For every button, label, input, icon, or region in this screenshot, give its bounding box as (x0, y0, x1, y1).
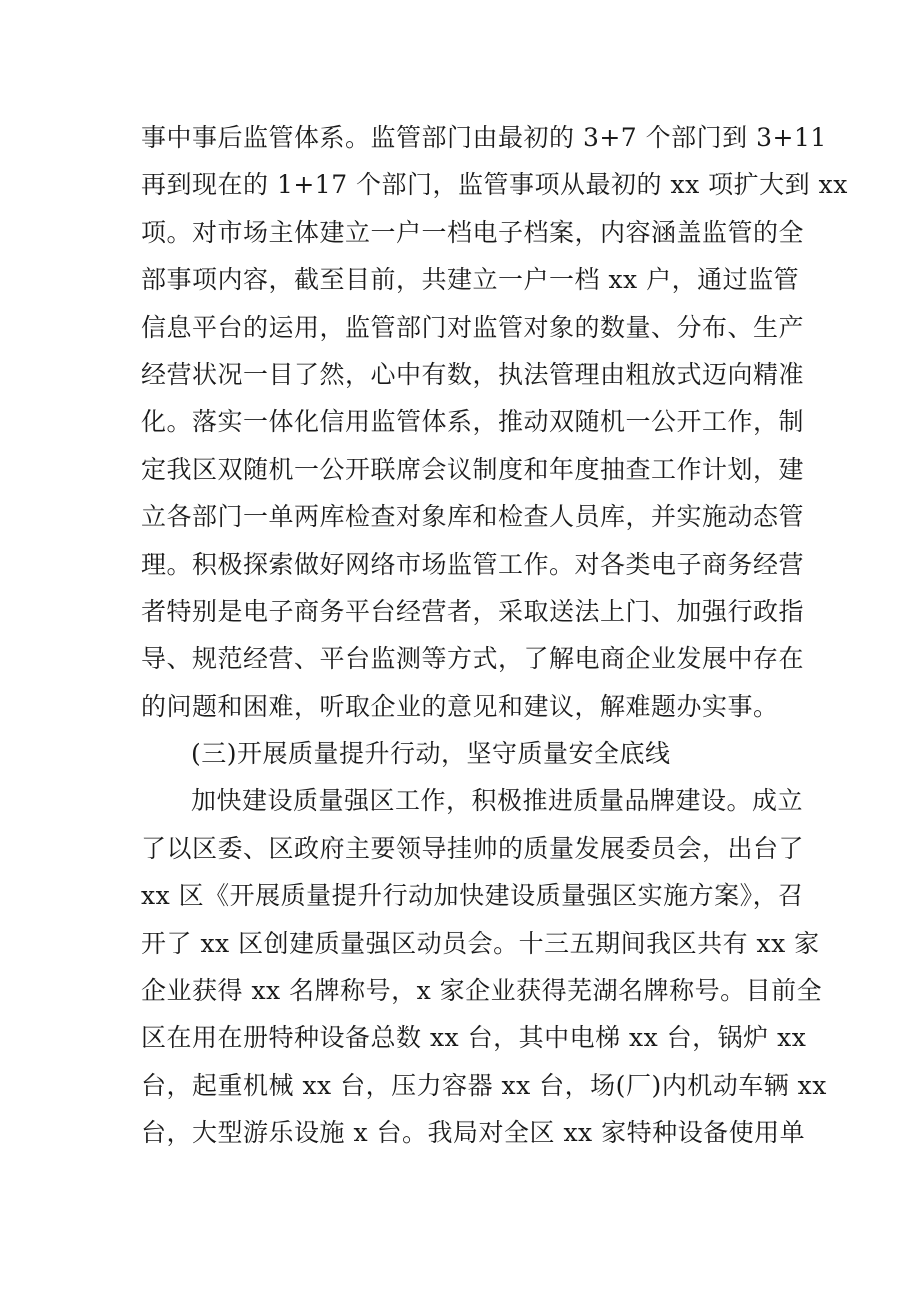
paragraph-line: 开了 xx 区创建质量强区动员会。十三五期间我区共有 xx 家 (141, 928, 820, 958)
paragraph-line: 了以区委、区政府主要领导挂帅的质量发展委员会，出台了 (141, 833, 805, 863)
paragraph-line: 台，起重机械 xx 台，压力容器 xx 台，场(厂)内机动车辆 xx (141, 1070, 827, 1100)
paragraph-line: 企业获得 xx 名牌称号，x 家企业获得芜湖名牌称号。目前全 (141, 976, 823, 1006)
paragraph-line: 信息平台的运用，监管部门对监管对象的数量、分布、生产 (141, 312, 805, 342)
paragraph-line: 化。落实一体化信用监管体系，推动双随机一公开工作，制 (141, 407, 805, 437)
paragraph-line: 项。对市场主体建立一户一档电子档案，内容涵盖监管的全 (141, 217, 805, 247)
paragraph-line: 台，大型游乐设施 x 台。我局对全区 xx 家特种设备使用单 (141, 1118, 806, 1148)
paragraph-line: 定我区双随机一公开联席会议制度和年度抽查工作计划，建 (141, 454, 805, 484)
paragraph-line: 区在用在册特种设备总数 xx 台，其中电梯 xx 台，锅炉 xx (141, 1023, 807, 1053)
paragraph-line: 部事项内容，截至目前，共建立一户一档 xx 户，通过监管 (141, 265, 800, 295)
document-body (141, 114, 848, 1157)
paragraph-line: 导、规范经营、平台监测等方式，了解电商企业发展中存在 (141, 644, 805, 674)
paragraph-line: 再到现在的 1+17 个部门，监管事项从最初的 xx 项扩大到 xx (141, 170, 848, 200)
paragraph-line: xx 区《开展质量提升行动加快建设质量强区实施方案》，召 (141, 881, 804, 911)
paragraph-line: 理。积极探索做好网络市场监管工作。对各类电子商务经营 (141, 549, 805, 579)
paragraph-line: 者特别是电子商务平台经营者，采取送法上门、加强行政指 (141, 596, 805, 626)
paragraph-line: 事中事后监管体系。监管部门由最初的 3+7 个部门到 3+11 (141, 123, 827, 152)
paragraph-line: 经营状况一目了然，心中有数，执法管理由粗放式迈向精准 (141, 359, 805, 389)
paragraph-line: 立各部门一单两库检查对象库和检查人员库，并实施动态管 (141, 502, 805, 532)
paragraph-line: 加快建设质量强区工作，积极推进质量品牌建设。成立 (191, 786, 804, 816)
paragraph-line: 的问题和困难，听取企业的意见和建议，解难题办实事。 (141, 691, 779, 721)
section-heading: (三)开展质量提升行动，坚守质量安全底线 (191, 739, 671, 769)
